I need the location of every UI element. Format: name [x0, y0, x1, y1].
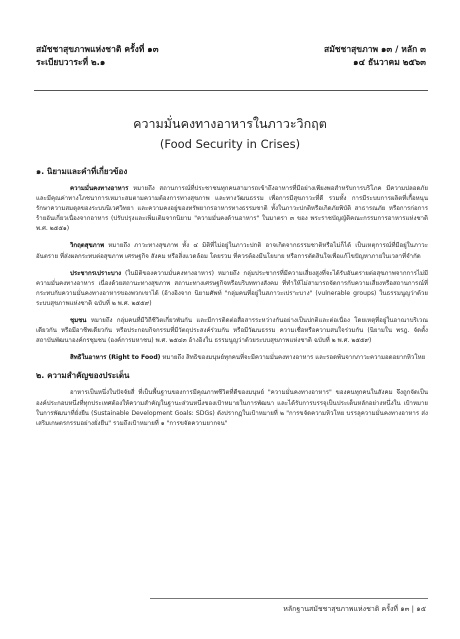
- section-heading: ๒. ความสำคัญของประเด็น: [36, 371, 130, 381]
- definition-paragraph: [36, 241, 428, 261]
- definition-paragraph: [36, 353, 428, 363]
- document-title-thai: ความมั่นคงทางอาหารในภาวะวิกฤต: [133, 116, 327, 131]
- header-left: [36, 44, 159, 70]
- definition-paragraph: [36, 184, 428, 234]
- definition-term: ประชากรเปราะบาง: [70, 269, 122, 277]
- document-body: [36, 166, 428, 436]
- definition-text: หมายถึง สิทธิของมนุษย์ทุกคนที่จะมีความมั่นคงทางอาหาร และรอดพ้นจากภาวะความอดอยากหิวโหย: [160, 354, 426, 362]
- page-footer: หลักฐานสมัชชาสุขภาพแห่งชาติ ครั้งที่ ๑๓ | ๑๕: [283, 605, 426, 613]
- assembly-title: สมัชชาสุขภาพแห่งชาติ ครั้งที่ ๑๓: [36, 45, 159, 55]
- definition-term: ชุมชน: [70, 317, 87, 325]
- definition-text: (ในมิติของความมั่นคงทางอาหาร) หมายถึง กลุ่มประชากรที่มีความเสี่ยงสูงที่จะได้รับอันตรายต่อสุขภาพจากการไม่มีความมั่นคงทางอาหาร เนื่องด้วยสถานะทางสุขภาพ สถานะทางเศรษฐกิจหรือบริบททางสังคม ที่ทำให้ไม่สามารถจัดการกับความเสี่ยงหรือสถานการณ์ที่กระทบกับความมั่นคงทางอาหารของพวกเขาได้ (อ้างอิงจาก นิยามศัพท์ "กลุ่มคนที่อยู่ในสภาวะเปราะบาง" (vulnerable groups) ในธรรมนูญว่าด้วยระบบสุขภาพแห่งชาติ ฉบับที่ ๒ พ.ศ. ๒๕๕๙): [36, 269, 428, 307]
- definition-term: วิกฤตสุขภาพ: [70, 242, 105, 250]
- body-paragraph: [36, 388, 428, 428]
- agenda-item: ระเบียบวาระที่ ๒.๑: [36, 58, 106, 68]
- definition-term: ความมั่นคงทางอาหาร: [70, 185, 129, 192]
- header-divider: [34, 90, 428, 91]
- definition-term: สิทธิในอาหาร (Right to Food): [70, 354, 161, 362]
- definition-text: หมายถึง ภาวะทางสุขภาพ ทั้ง ๔ มิติที่ไม่อยู่ในภาวะปกติ อาจเกิดจากธรรมชาติหรือไม่ก็ได้ เป็นเหตุการณ์ที่มีอยู่ในภาวะอันตราย ที่ส่งผลกระทบต่อสุขภาพ เศรษฐกิจ สังคม หรือสิ่งแวดล้อม โดยรวม ที่ควรต้องมีนโยบาย หรือการตัดสินใจเพื่อแก้ไขปัญหาภายในเวลาที่จำกัด: [36, 242, 428, 260]
- paragraph-text: อาหารเป็นหนึ่งในปัจจัยสี่ ที่เป็นพื้นฐานของการมีคุณภาพชีวิตที่ดีของมนุษย์ "ความมั่นคงทางอาหาร" ของคนทุกคนในสังคม จึงถูกจัดเป็นองค์ประกอบหนึ่งที่ทุกประเทศต้องให้ความสำคัญในฐานะส่วนหนึ่งของเป้าหมายในการพัฒนา และได้รับการบรรจุเป็นประเด็นหลักอย่างหนึ่งใน เป้าหมายในการพัฒนาที่ยั่งยืน (Sustainable Development Goals: SDGs) ดังปรากฏในเป้าหมายที่ ๒ "การขจัดความหิวโหย บรรลุความมั่นคงทางอาหาร ส่งเสริมเกษตรกรรมอย่างยั่งยืน" รวมถึงเป้าหมายที่ ๑ "การขจัดความยากจน": [36, 389, 428, 427]
- document-date: ๑๔ ธันวาคม ๒๕๖๓: [353, 58, 426, 68]
- definition-paragraph: [36, 316, 428, 346]
- definition-paragraph: [36, 269, 428, 309]
- section-heading: ๑. นิยามและคำที่เกี่ยวข้อง: [36, 167, 128, 176]
- document-code: สมัชชาสุขภาพ ๑๓ / หลัก ๓: [324, 45, 426, 55]
- footer-divider: [150, 598, 428, 599]
- definition-text: หมายถึง กลุ่มคนที่มีวิถีชีวิตเกี่ยวพันกัน และมีการติดต่อสื่อสารระหว่างกันอย่างเป็นปกติและต่อเนื่อง โดยเหตุที่อยู่ในอาณาบริเวณเดียวกัน หรือมีอาชีพเดียวกัน หรือประกอบกิจกรรมที่มีวัตถุประสงค์ร่วมกัน หรือมีวัฒนธรรม ความเชื่อหรือความสนใจร่วมกัน (นิยามใน พรฎ. จัดตั้งสถาบันพัฒนาองค์กรชุมชน (องค์การมหาชน) พ.ศ. ๒๕๔๓ อ้างอิงใน ธรรมนูญว่าด้วยระบบสุขภาพแห่งชาติ ฉบับที่ ๒ พ.ศ. ๒๕๕๙): [36, 317, 428, 345]
- document-title-english: (Food Security in Crises): [159, 137, 301, 151]
- header-right: [324, 44, 426, 70]
- definition-text: หมายถึง สถานการณ์ที่ประชาชนทุกคนสามารถเข้าถึงอาหารที่มีอย่างเพียงพอสำหรับการบริโภค มีความปลอดภัย และมีคุณค่าทางโภชนาการเหมาะสมตามความต้องการทางสุขภาพ และทางวัฒนธรรม เพื่อการมีสุขภาวะที่ดี รวมทั้ง การมีระบบการผลิตที่เกื้อหนุน รักษาความสมดุลของระบบนิเวศวิทยา และความคงอยู่ของทรัพยากรอาหารทางธรรมชาติ ทั้งในภาวะปกติหรือเกิดภัยพิบัติ สาธารณภัย หรือการก่อการร้ายอันเกี่ยวเนื่องจากอาหาร (ปรับปรุงและเพิ่มเติมจากนิยาม "ความมั่นคงด้านอาหาร" ในมาตรา ๓ ของ พระราชบัญญัติคณะกรรมการอาหารแห่งชาติ พ.ศ. ๒๕๕๑): [36, 185, 428, 233]
